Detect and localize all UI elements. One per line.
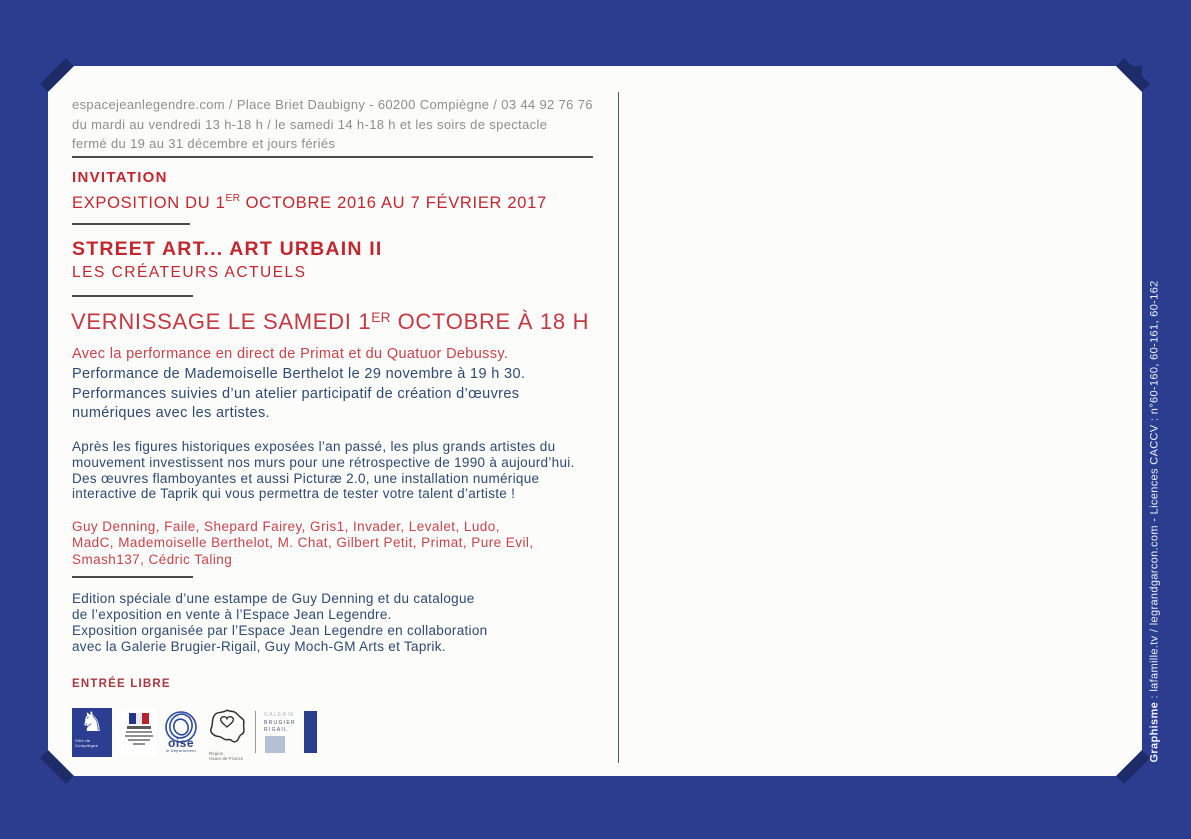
oise-logo-text: oise bbox=[167, 736, 194, 750]
contact-line-website-address: espacejeanlegendre.com / Place Briet Daubigny - 60200 Compiègne / 03 44 92 76 76 bbox=[72, 97, 593, 112]
intro-line: mouvement investissent nos murs pour une rétrospective de 1990 à aujourd’hui. bbox=[72, 454, 575, 470]
performance-line: Performance de Mademoiselle Berthelot le 29 novembre à 19 h 30. bbox=[72, 365, 526, 382]
artists-line: Smash137, Cédric Taling bbox=[72, 551, 233, 567]
vernissage-suffix: OCTOBRE À 18 H bbox=[390, 309, 590, 334]
performance-line: numériques avec les artistes. bbox=[72, 405, 270, 422]
prefecture-text-line bbox=[125, 735, 153, 737]
oise-departement-logo bbox=[163, 708, 199, 756]
compiegne-lion-icon: ♞ bbox=[79, 707, 105, 738]
galerie-logo-bar bbox=[304, 711, 317, 753]
galerie-brugier-rigail-logo bbox=[264, 711, 317, 753]
performance-highlight: Avec la performance en direct de Primat et du Quatuor Debussy. bbox=[72, 346, 509, 362]
ville-de-compiegne-logo bbox=[72, 708, 112, 757]
edition-line: avec la Galerie Brugier-Rigail, Guy Moch-GM Arts et Taprik. bbox=[72, 638, 446, 654]
region-hauts-de-france-logo bbox=[205, 708, 249, 761]
intro-line: Des œuvres flamboyantes et aussi Picturæ 2.0, une installation numérique bbox=[72, 470, 540, 486]
divider-above-edition bbox=[72, 576, 193, 578]
vernissage-superscript: ER bbox=[371, 310, 391, 325]
dates-suffix: OCTOBRE 2016 AU 7 FÉVRIER 2017 bbox=[240, 194, 547, 212]
exhibition-subtitle: LES CRÉATEURS ACTUELS bbox=[72, 264, 307, 281]
region-logo-text: Région Hauts-de-France bbox=[209, 751, 244, 761]
dates-superscript: ER bbox=[225, 193, 241, 204]
card-column-divider bbox=[618, 92, 619, 763]
prefecture-text-line bbox=[127, 726, 151, 728]
invitation-label: INVITATION bbox=[72, 169, 168, 186]
intro-paragraph bbox=[72, 439, 575, 502]
contact-line-hours: du mardi au vendredi 13 h-18 h / le samedi 14 h-18 h et les soirs de spectacle bbox=[72, 116, 548, 132]
divider-above-title bbox=[72, 223, 190, 225]
edition-paragraph bbox=[72, 591, 487, 655]
intro-line: interactive de Taprik qui vous permettra de tester votre talent d’artiste ! bbox=[72, 486, 516, 502]
divider-under-contact bbox=[72, 156, 593, 158]
french-republic-emblem-icon bbox=[129, 713, 149, 724]
prefecture-logo bbox=[121, 710, 157, 755]
graphisme-credit bbox=[1148, 280, 1164, 763]
prefecture-text-line bbox=[133, 743, 145, 745]
credit-text: : lafamille.tv / legrandgarcon.com - Licences CACCV : n°60-160, 60-161, 60-162 bbox=[1148, 280, 1161, 702]
edition-line: Edition spéciale d’une estampe de Guy Denning et du catalogue bbox=[72, 591, 475, 606]
vernissage-prefix: VERNISSAGE LE SAMEDI 1 bbox=[71, 309, 372, 334]
galerie-logo-text: GALERIE BRUGIER RIGAIL bbox=[264, 712, 296, 733]
vernissage-heading bbox=[71, 309, 589, 335]
performance-line: Performances suivies d’un atelier participatif de création d’œuvres bbox=[72, 385, 520, 402]
prefecture-text-line bbox=[128, 739, 150, 741]
prefecture-text-line bbox=[126, 731, 152, 733]
contact-block bbox=[72, 95, 593, 154]
edition-line: Exposition organisée par l’Espace Jean Legendre en collaboration bbox=[72, 622, 488, 638]
artists-list bbox=[72, 519, 534, 568]
intro-line: Après les figures historiques exposées l’an passé, les plus grands artistes du bbox=[72, 439, 556, 454]
credit-label: Graphisme bbox=[1148, 701, 1161, 763]
hauts-de-france-map-icon bbox=[206, 708, 248, 746]
galerie-logo-square bbox=[265, 736, 285, 753]
compiegne-logo-text: Ville de Compiègne bbox=[75, 738, 99, 748]
exposition-dates bbox=[72, 193, 547, 213]
logo-separator-line bbox=[255, 711, 256, 753]
divider-above-vernissage bbox=[72, 295, 193, 297]
performance-block bbox=[72, 345, 525, 424]
entree-libre-label: ENTRÉE LIBRE bbox=[72, 678, 171, 690]
edition-line: de l’exposition en vente à l’Espace Jean Legendre. bbox=[72, 606, 392, 622]
contact-line-closed: fermé du 19 au 31 décembre et jours fériés bbox=[72, 136, 336, 152]
artists-line: MadC, Mademoiselle Berthelot, M. Chat, Gilbert Petit, Primat, Pure Evil, bbox=[72, 535, 534, 551]
exhibition-title: STREET ART... ART URBAIN II bbox=[72, 238, 383, 260]
dates-prefix: EXPOSITION DU 1 bbox=[72, 194, 226, 212]
artists-line: Guy Denning, Faile, Shepard Fairey, Gris1, Invader, Levalet, Ludo, bbox=[72, 519, 500, 534]
oise-logo-subtext: le Département bbox=[165, 749, 197, 753]
